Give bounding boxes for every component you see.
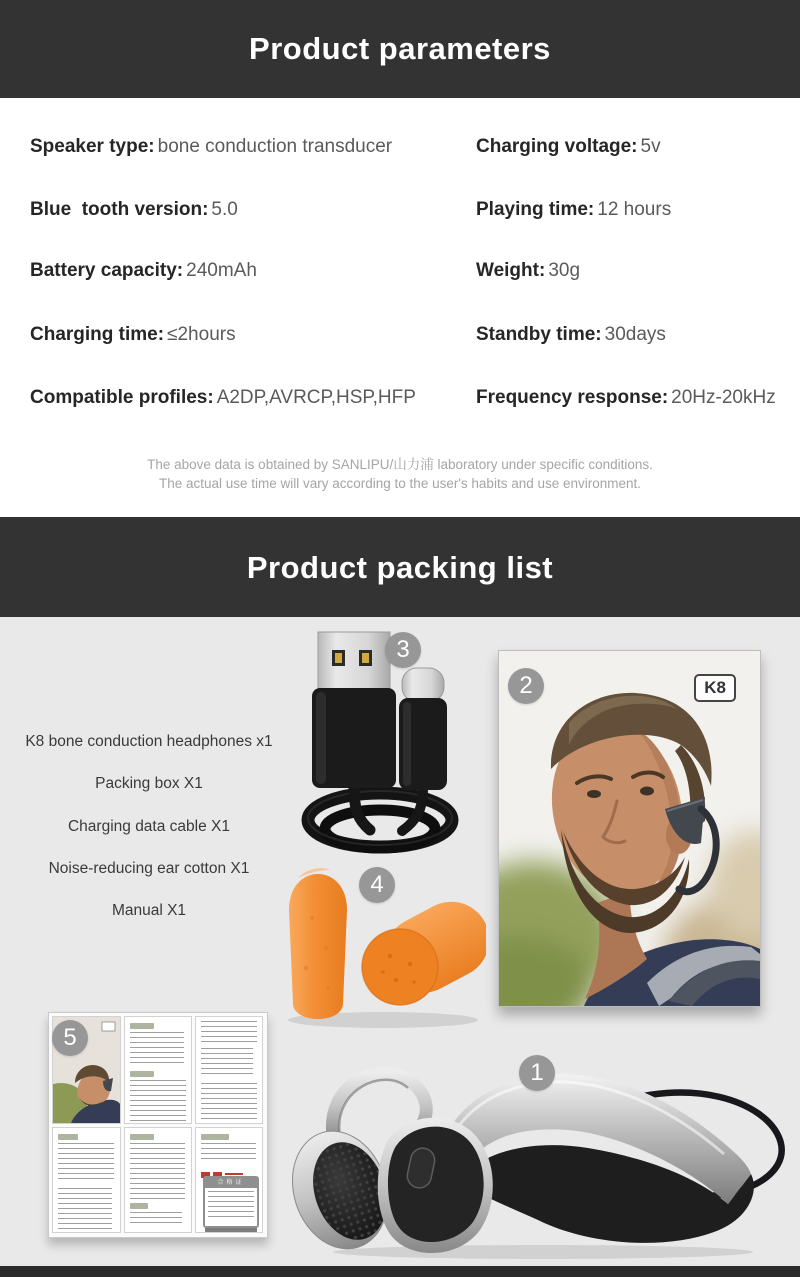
spec-value: 30days — [604, 324, 666, 345]
spec-value: 5.0 — [211, 199, 238, 220]
packing-item-cable: Charging data cable X1 — [67, 818, 230, 835]
packing-item-box: Packing box X1 — [95, 775, 203, 792]
spec-value: 240mAh — [186, 260, 257, 281]
packing-header-band — [0, 517, 800, 617]
spec-label: Charging voltage: — [476, 136, 638, 157]
badge-3-cable: 3 — [385, 632, 421, 668]
spec-label: Charging time: — [30, 324, 165, 345]
spec-row-charging-voltage — [476, 134, 661, 160]
spec-label: Weight: — [476, 260, 546, 281]
spec-value: 5v — [640, 136, 661, 157]
k8-model-tag: K8 — [694, 674, 736, 702]
certificate-title: 合格证 — [217, 1179, 245, 1186]
spec-row-playing-time — [476, 197, 671, 223]
manual-panel-instructions — [195, 1016, 263, 1124]
badge-1-headphones: 1 — [519, 1055, 555, 1091]
parameters-title: Product parameters — [249, 31, 551, 66]
spec-value: ≤2hours — [167, 324, 236, 345]
footer-strip — [0, 1266, 800, 1277]
spec-label: Battery capacity: — [30, 260, 184, 281]
manual-panel-notes — [124, 1127, 192, 1233]
spec-label: Playing time: — [476, 199, 595, 220]
lifestyle-photo-card — [498, 650, 761, 1007]
spec-row-standby-time — [476, 322, 666, 348]
spec-label: Speaker type: — [30, 136, 155, 157]
spec-value: bone conduction transducer — [157, 136, 393, 157]
manual-panel-specs — [124, 1016, 192, 1124]
spec-row-compatible-profiles — [30, 385, 416, 411]
spec-row-weight — [476, 258, 580, 284]
spec-label: Blue tooth version: — [30, 199, 209, 220]
spec-value: 30g — [548, 260, 581, 281]
certificate-card — [203, 1176, 259, 1228]
spec-label: Compatible profiles: — [30, 387, 214, 408]
spec-label: Standby time: — [476, 324, 602, 345]
packing-title: Product packing list — [246, 550, 554, 585]
disclaimer-line-2: The actual use time will vary according to the user's habits and use environment. — [158, 476, 642, 491]
spec-row-frequency-response — [476, 385, 776, 411]
spec-row-speaker-type — [30, 134, 392, 160]
badge-4-ear-cotton: 4 — [359, 867, 395, 903]
packing-item-ear-cotton: Noise-reducing ear cotton X1 — [48, 860, 250, 877]
spec-row-bluetooth-version — [30, 197, 238, 223]
usb-cable-illustration — [296, 626, 464, 854]
disclaimer-line-1: The above data is obtained by SANLIPU/山力浦 laboratory under specific conditions. — [147, 457, 653, 472]
packing-item-headphones: K8 bone conduction headphones x1 — [25, 733, 273, 750]
badge-5-manual: 5 — [52, 1020, 88, 1056]
spec-label: Frequency response: — [476, 387, 669, 408]
spec-row-charging-time — [30, 322, 236, 348]
parameters-header-band — [0, 0, 800, 98]
badge-2-packing-box: 2 — [508, 668, 544, 704]
manual-panel-warranty — [195, 1127, 263, 1233]
disclaimer — [0, 455, 800, 493]
spec-value: 12 hours — [597, 199, 672, 220]
man-wearing-headphones-photo — [499, 651, 760, 1006]
manual-panel-faq — [52, 1127, 121, 1233]
spec-value: 20Hz-20kHz — [671, 387, 776, 408]
spec-value: A2DP,AVRCP,HSP,HFP — [216, 387, 416, 408]
packing-item-manual: Manual X1 — [111, 902, 187, 919]
spec-row-battery-capacity — [30, 258, 257, 284]
